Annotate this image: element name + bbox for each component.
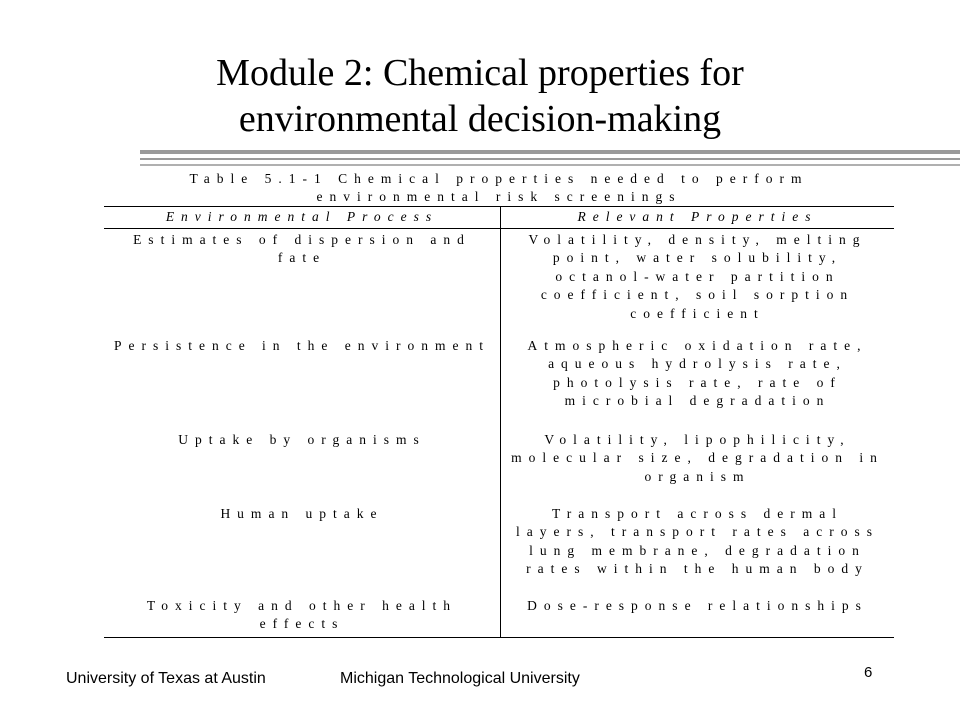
properties-cell xyxy=(501,429,894,503)
cell-line: Persistence in the environment xyxy=(113,337,491,353)
cell-line: Human uptake xyxy=(220,505,384,521)
table-caption-line-2: environmental risk screenings xyxy=(316,189,682,204)
table-row xyxy=(104,429,894,503)
properties-cell xyxy=(501,595,894,637)
header-environmental-process: Environmental Process xyxy=(104,207,501,228)
cell-line: molecular size, degradation in xyxy=(511,450,884,465)
table-header-row xyxy=(104,206,894,229)
table-caption xyxy=(104,168,894,206)
table-row xyxy=(104,229,894,335)
cell-line: Volatility, density, melting xyxy=(528,231,867,247)
table-row xyxy=(104,595,894,638)
page-number: 6 xyxy=(864,664,873,681)
cell-line: Uptake by organisms xyxy=(178,431,426,447)
cell-line: lung membrane, degradation xyxy=(529,542,866,558)
title-divider-thick xyxy=(140,150,960,154)
cell-line: Atmospheric oxidation rate, xyxy=(527,337,868,353)
table-row xyxy=(104,335,894,429)
cell-line: point, water solubility, xyxy=(552,250,843,265)
table-row xyxy=(104,503,894,595)
cell-line: Toxicity and other health xyxy=(146,597,458,613)
process-cell xyxy=(104,595,501,637)
properties-table xyxy=(104,168,894,638)
slide-title-line-2: environmental decision-making xyxy=(238,98,722,140)
footer-university-texas: University of Texas at Austin xyxy=(66,670,266,687)
table-caption-line-1: Table 5.1-1 Chemical properties needed to perform xyxy=(189,171,809,186)
cell-line: photolysis rate, rate of xyxy=(553,374,842,390)
cell-line: coefficient xyxy=(630,305,765,321)
footer-michigan-tech: Michigan Technological University xyxy=(340,670,580,687)
header-relevant-properties: Relevant Properties xyxy=(577,209,818,224)
slide-title-line-1: Module 2: Chemical properties for xyxy=(216,52,744,94)
cell-line: octanol-water partition xyxy=(555,268,840,284)
properties-cell xyxy=(501,229,894,335)
cell-line: Volatility, lipophilicity, xyxy=(544,431,851,447)
cell-line: effects xyxy=(259,616,345,631)
slide-title xyxy=(0,50,960,142)
cell-line: aqueous hydrolysis rate, xyxy=(548,356,847,371)
cell-line: fate xyxy=(277,250,327,265)
properties-cell xyxy=(501,335,894,429)
cell-line: Estimates of dispersion and xyxy=(133,231,471,247)
title-divider-thin xyxy=(140,158,960,160)
cell-line: coefficient, soil sorption xyxy=(540,287,855,302)
cell-line: layers, transport rates across xyxy=(516,524,879,539)
cell-line: organism xyxy=(644,468,751,484)
process-cell xyxy=(104,503,501,595)
cell-line: Dose-response relationships xyxy=(527,597,868,613)
process-cell xyxy=(104,229,501,335)
cell-line: microbial degradation xyxy=(564,393,831,408)
process-cell xyxy=(104,429,501,503)
cell-line: Transport across dermal xyxy=(552,505,843,521)
cell-line: rates within the human body xyxy=(526,561,869,576)
properties-cell xyxy=(501,503,894,595)
process-cell xyxy=(104,335,501,429)
title-divider-light xyxy=(140,164,960,166)
